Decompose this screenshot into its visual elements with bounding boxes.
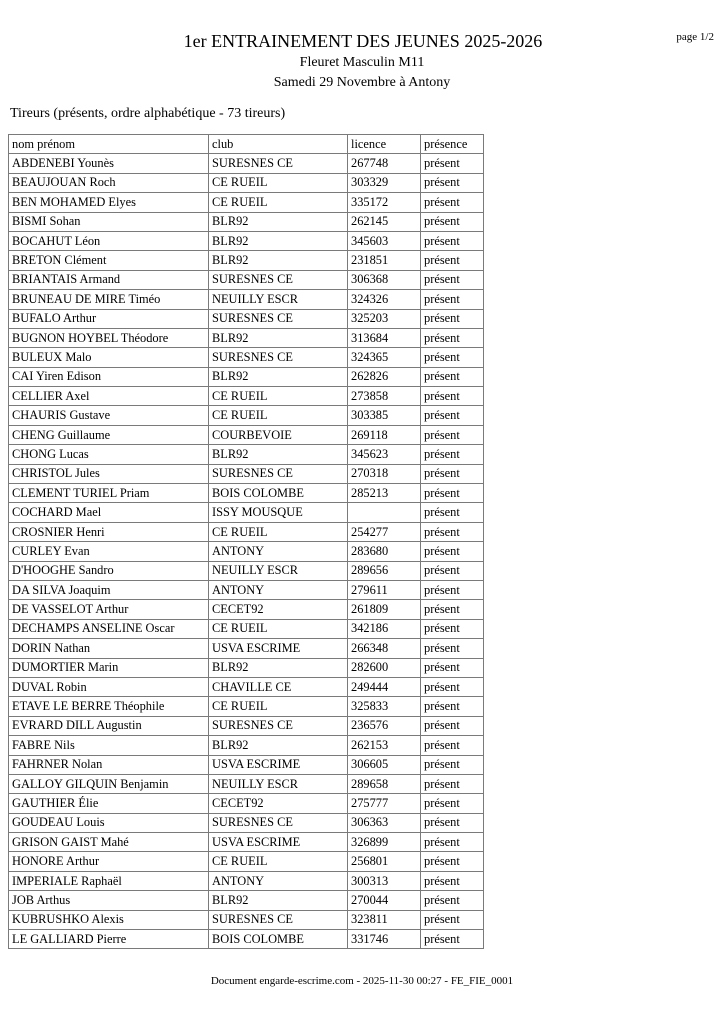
table-row [9, 406, 484, 425]
cell-club: SURESNES CE [209, 716, 348, 735]
cell-club: ISSY MOUSQUE [209, 503, 348, 522]
cell-club: NEUILLY ESCR [209, 774, 348, 793]
cell-licence: 285213 [348, 484, 421, 503]
cell-name: CAI Yiren Edison [9, 367, 209, 386]
cell-name: GAUTHIER Élie [9, 794, 209, 813]
cell-name: D'HOOGHE Sandro [9, 561, 209, 580]
table-row [9, 852, 484, 871]
cell-name: CLEMENT TURIEL Priam [9, 484, 209, 503]
cell-name: BRUNEAU DE MIRE Timéo [9, 290, 209, 309]
cell-name: KUBRUSHKO Alexis [9, 910, 209, 929]
table-row [9, 309, 484, 328]
cell-licence: 254277 [348, 522, 421, 541]
table-row [9, 580, 484, 599]
table-row [9, 231, 484, 250]
table-row [9, 871, 484, 890]
cell-presence: présent [421, 755, 484, 774]
cell-licence: 335172 [348, 193, 421, 212]
document-header [0, 30, 724, 92]
table-row [9, 522, 484, 541]
cell-presence: présent [421, 580, 484, 599]
cell-presence: présent [421, 871, 484, 890]
table-row [9, 154, 484, 173]
table-row [9, 891, 484, 910]
cell-club: USVA ESCRIME [209, 639, 348, 658]
table-row [9, 193, 484, 212]
cell-presence: présent [421, 910, 484, 929]
cell-licence: 323811 [348, 910, 421, 929]
cell-licence: 267748 [348, 154, 421, 173]
cell-name: BEAUJOUAN Roch [9, 173, 209, 192]
table-row [9, 619, 484, 638]
cell-name: EVRARD DILL Augustin [9, 716, 209, 735]
cell-licence: 275777 [348, 794, 421, 813]
cell-licence: 261809 [348, 600, 421, 619]
table-row [9, 503, 484, 522]
cell-presence: présent [421, 639, 484, 658]
cell-club: CECET92 [209, 794, 348, 813]
cell-name: COCHARD Mael [9, 503, 209, 522]
cell-name: DUVAL Robin [9, 677, 209, 696]
cell-club: BLR92 [209, 212, 348, 231]
table-row [9, 813, 484, 832]
table-row [9, 484, 484, 503]
cell-presence: présent [421, 503, 484, 522]
cell-club: BOIS COLOMBE [209, 930, 348, 949]
cell-licence: 236576 [348, 716, 421, 735]
cell-presence: présent [421, 542, 484, 561]
cell-licence: 256801 [348, 852, 421, 871]
cell-club: CHAVILLE CE [209, 677, 348, 696]
table-row [9, 736, 484, 755]
cell-club: BLR92 [209, 445, 348, 464]
cell-presence: présent [421, 406, 484, 425]
cell-presence: présent [421, 173, 484, 192]
table-row [9, 542, 484, 561]
table-row [9, 173, 484, 192]
cell-name: CHAURIS Gustave [9, 406, 209, 425]
table-row [9, 833, 484, 852]
column-header-club: club [209, 135, 348, 154]
cell-name: CHONG Lucas [9, 445, 209, 464]
cell-name: HONORE Arthur [9, 852, 209, 871]
cell-club: CE RUEIL [209, 852, 348, 871]
cell-presence: présent [421, 774, 484, 793]
table-row [9, 716, 484, 735]
cell-name: BULEUX Malo [9, 348, 209, 367]
cell-licence: 342186 [348, 619, 421, 638]
table-body [9, 154, 484, 949]
cell-presence: présent [421, 522, 484, 541]
cell-presence: présent [421, 464, 484, 483]
cell-presence: présent [421, 445, 484, 464]
cell-presence: présent [421, 367, 484, 386]
cell-presence: présent [421, 658, 484, 677]
cell-club: CECET92 [209, 600, 348, 619]
table-row [9, 910, 484, 929]
cell-club: CE RUEIL [209, 697, 348, 716]
cell-licence: 262826 [348, 367, 421, 386]
cell-presence: présent [421, 600, 484, 619]
table-row [9, 367, 484, 386]
table-row [9, 445, 484, 464]
document-date-place: Samedi 29 Novembre à Antony [273, 75, 451, 90]
cell-name: JOB Arthus [9, 891, 209, 910]
cell-licence: 306363 [348, 813, 421, 832]
table-row [9, 464, 484, 483]
cell-presence: présent [421, 891, 484, 910]
cell-presence: présent [421, 328, 484, 347]
cell-club: CE RUEIL [209, 193, 348, 212]
cell-name: DECHAMPS ANSELINE Oscar [9, 619, 209, 638]
cell-licence: 289658 [348, 774, 421, 793]
table-row [9, 348, 484, 367]
cell-name: BRETON Clément [9, 251, 209, 270]
cell-presence: présent [421, 833, 484, 852]
cell-name: ABDENEBI Younès [9, 154, 209, 173]
cell-licence: 313684 [348, 328, 421, 347]
cell-presence: présent [421, 677, 484, 696]
cell-club: SURESNES CE [209, 348, 348, 367]
cell-name: ETAVE LE BERRE Théophile [9, 697, 209, 716]
table-row [9, 212, 484, 231]
section-title: Tireurs (présents, ordre alphabétique - 73 tireurs) [10, 106, 286, 121]
page-number: page 1/2 [676, 31, 714, 43]
cell-presence: présent [421, 348, 484, 367]
cell-name: CURLEY Evan [9, 542, 209, 561]
cell-licence: 270044 [348, 891, 421, 910]
cell-club: COURBEVOIE [209, 425, 348, 444]
table-row [9, 290, 484, 309]
cell-presence: présent [421, 484, 484, 503]
cell-licence: 282600 [348, 658, 421, 677]
cell-club: BLR92 [209, 367, 348, 386]
table-row [9, 774, 484, 793]
cell-name: BISMI Sohan [9, 212, 209, 231]
cell-presence: présent [421, 270, 484, 289]
table-row [9, 600, 484, 619]
cell-name: IMPERIALE Raphaël [9, 871, 209, 890]
cell-licence: 303385 [348, 406, 421, 425]
cell-club: CE RUEIL [209, 522, 348, 541]
cell-club: BLR92 [209, 251, 348, 270]
cell-name: BOCAHUT Léon [9, 231, 209, 250]
cell-licence: 262153 [348, 736, 421, 755]
cell-club: CE RUEIL [209, 387, 348, 406]
table-row [9, 561, 484, 580]
cell-presence: présent [421, 619, 484, 638]
fencers-table [8, 134, 484, 949]
cell-presence: présent [421, 930, 484, 949]
cell-name: DORIN Nathan [9, 639, 209, 658]
cell-licence: 345623 [348, 445, 421, 464]
cell-licence [348, 503, 421, 522]
cell-licence: 289656 [348, 561, 421, 580]
cell-licence: 262145 [348, 212, 421, 231]
cell-club: SURESNES CE [209, 910, 348, 929]
cell-licence: 303329 [348, 173, 421, 192]
cell-club: ANTONY [209, 871, 348, 890]
cell-presence: présent [421, 736, 484, 755]
cell-licence: 231851 [348, 251, 421, 270]
cell-club: CE RUEIL [209, 173, 348, 192]
cell-licence: 326899 [348, 833, 421, 852]
cell-presence: présent [421, 309, 484, 328]
table-row [9, 658, 484, 677]
table-row [9, 387, 484, 406]
cell-club: SURESNES CE [209, 309, 348, 328]
cell-club: SURESNES CE [209, 270, 348, 289]
cell-club: ANTONY [209, 580, 348, 599]
table-header-row [9, 135, 484, 154]
cell-name: GRISON GAIST Mahé [9, 833, 209, 852]
cell-presence: présent [421, 212, 484, 231]
cell-name: DUMORTIER Marin [9, 658, 209, 677]
cell-licence: 273858 [348, 387, 421, 406]
column-header-name: nom prénom [9, 135, 209, 154]
table-row [9, 425, 484, 444]
cell-club: BLR92 [209, 231, 348, 250]
table-row [9, 930, 484, 949]
cell-presence: présent [421, 154, 484, 173]
cell-licence: 269118 [348, 425, 421, 444]
document-subtitle: Fleuret Masculin M11 [299, 55, 425, 70]
cell-club: BLR92 [209, 736, 348, 755]
cell-licence: 249444 [348, 677, 421, 696]
cell-club: CE RUEIL [209, 619, 348, 638]
cell-name: CHRISTOL Jules [9, 464, 209, 483]
cell-name: GALLOY GILQUIN Benjamin [9, 774, 209, 793]
cell-club: SURESNES CE [209, 464, 348, 483]
cell-club: NEUILLY ESCR [209, 561, 348, 580]
cell-club: USVA ESCRIME [209, 755, 348, 774]
cell-presence: présent [421, 387, 484, 406]
cell-name: GOUDEAU Louis [9, 813, 209, 832]
cell-club: BOIS COLOMBE [209, 484, 348, 503]
cell-licence: 324326 [348, 290, 421, 309]
table-row [9, 639, 484, 658]
cell-club: BLR92 [209, 658, 348, 677]
cell-name: BEN MOHAMED Elyes [9, 193, 209, 212]
column-header-licence: licence [348, 135, 421, 154]
cell-presence: présent [421, 251, 484, 270]
cell-licence: 324365 [348, 348, 421, 367]
cell-club: CE RUEIL [209, 406, 348, 425]
cell-name: LE GALLIARD Pierre [9, 930, 209, 949]
cell-name: BUFALO Arthur [9, 309, 209, 328]
cell-club: BLR92 [209, 891, 348, 910]
cell-name: CROSNIER Henri [9, 522, 209, 541]
table-row [9, 251, 484, 270]
cell-presence: présent [421, 290, 484, 309]
cell-presence: présent [421, 697, 484, 716]
cell-licence: 279611 [348, 580, 421, 599]
cell-presence: présent [421, 813, 484, 832]
cell-name: CHENG Guillaume [9, 425, 209, 444]
cell-name: CELLIER Axel [9, 387, 209, 406]
cell-licence: 300313 [348, 871, 421, 890]
cell-club: BLR92 [209, 328, 348, 347]
cell-licence: 266348 [348, 639, 421, 658]
cell-presence: présent [421, 716, 484, 735]
cell-name: FAHRNER Nolan [9, 755, 209, 774]
cell-club: USVA ESCRIME [209, 833, 348, 852]
cell-club: SURESNES CE [209, 154, 348, 173]
column-header-presence: présence [421, 135, 484, 154]
table-row [9, 677, 484, 696]
cell-name: BRIANTAIS Armand [9, 270, 209, 289]
cell-licence: 325203 [348, 309, 421, 328]
cell-club: SURESNES CE [209, 813, 348, 832]
cell-name: BUGNON HOYBEL Théodore [9, 328, 209, 347]
cell-presence: présent [421, 425, 484, 444]
cell-licence: 283680 [348, 542, 421, 561]
cell-presence: présent [421, 193, 484, 212]
cell-name: FABRE Nils [9, 736, 209, 755]
cell-licence: 325833 [348, 697, 421, 716]
document-title: 1er ENTRAINEMENT DES JEUNES 2025-2026 [183, 31, 543, 51]
cell-presence: présent [421, 794, 484, 813]
cell-licence: 270318 [348, 464, 421, 483]
cell-presence: présent [421, 561, 484, 580]
cell-name: DE VASSELOT Arthur [9, 600, 209, 619]
cell-name: DA SILVA Joaquim [9, 580, 209, 599]
cell-presence: présent [421, 852, 484, 871]
cell-licence: 306368 [348, 270, 421, 289]
cell-presence: présent [421, 231, 484, 250]
table-row [9, 697, 484, 716]
cell-club: NEUILLY ESCR [209, 290, 348, 309]
table-row [9, 270, 484, 289]
table-row [9, 328, 484, 347]
cell-club: ANTONY [209, 542, 348, 561]
table-row [9, 755, 484, 774]
cell-licence: 331746 [348, 930, 421, 949]
cell-licence: 306605 [348, 755, 421, 774]
cell-licence: 345603 [348, 231, 421, 250]
table-row [9, 794, 484, 813]
page-footer: Document engarde-escrime.com - 2025-11-30 00:27 - FE_FIE_0001 [210, 975, 514, 987]
